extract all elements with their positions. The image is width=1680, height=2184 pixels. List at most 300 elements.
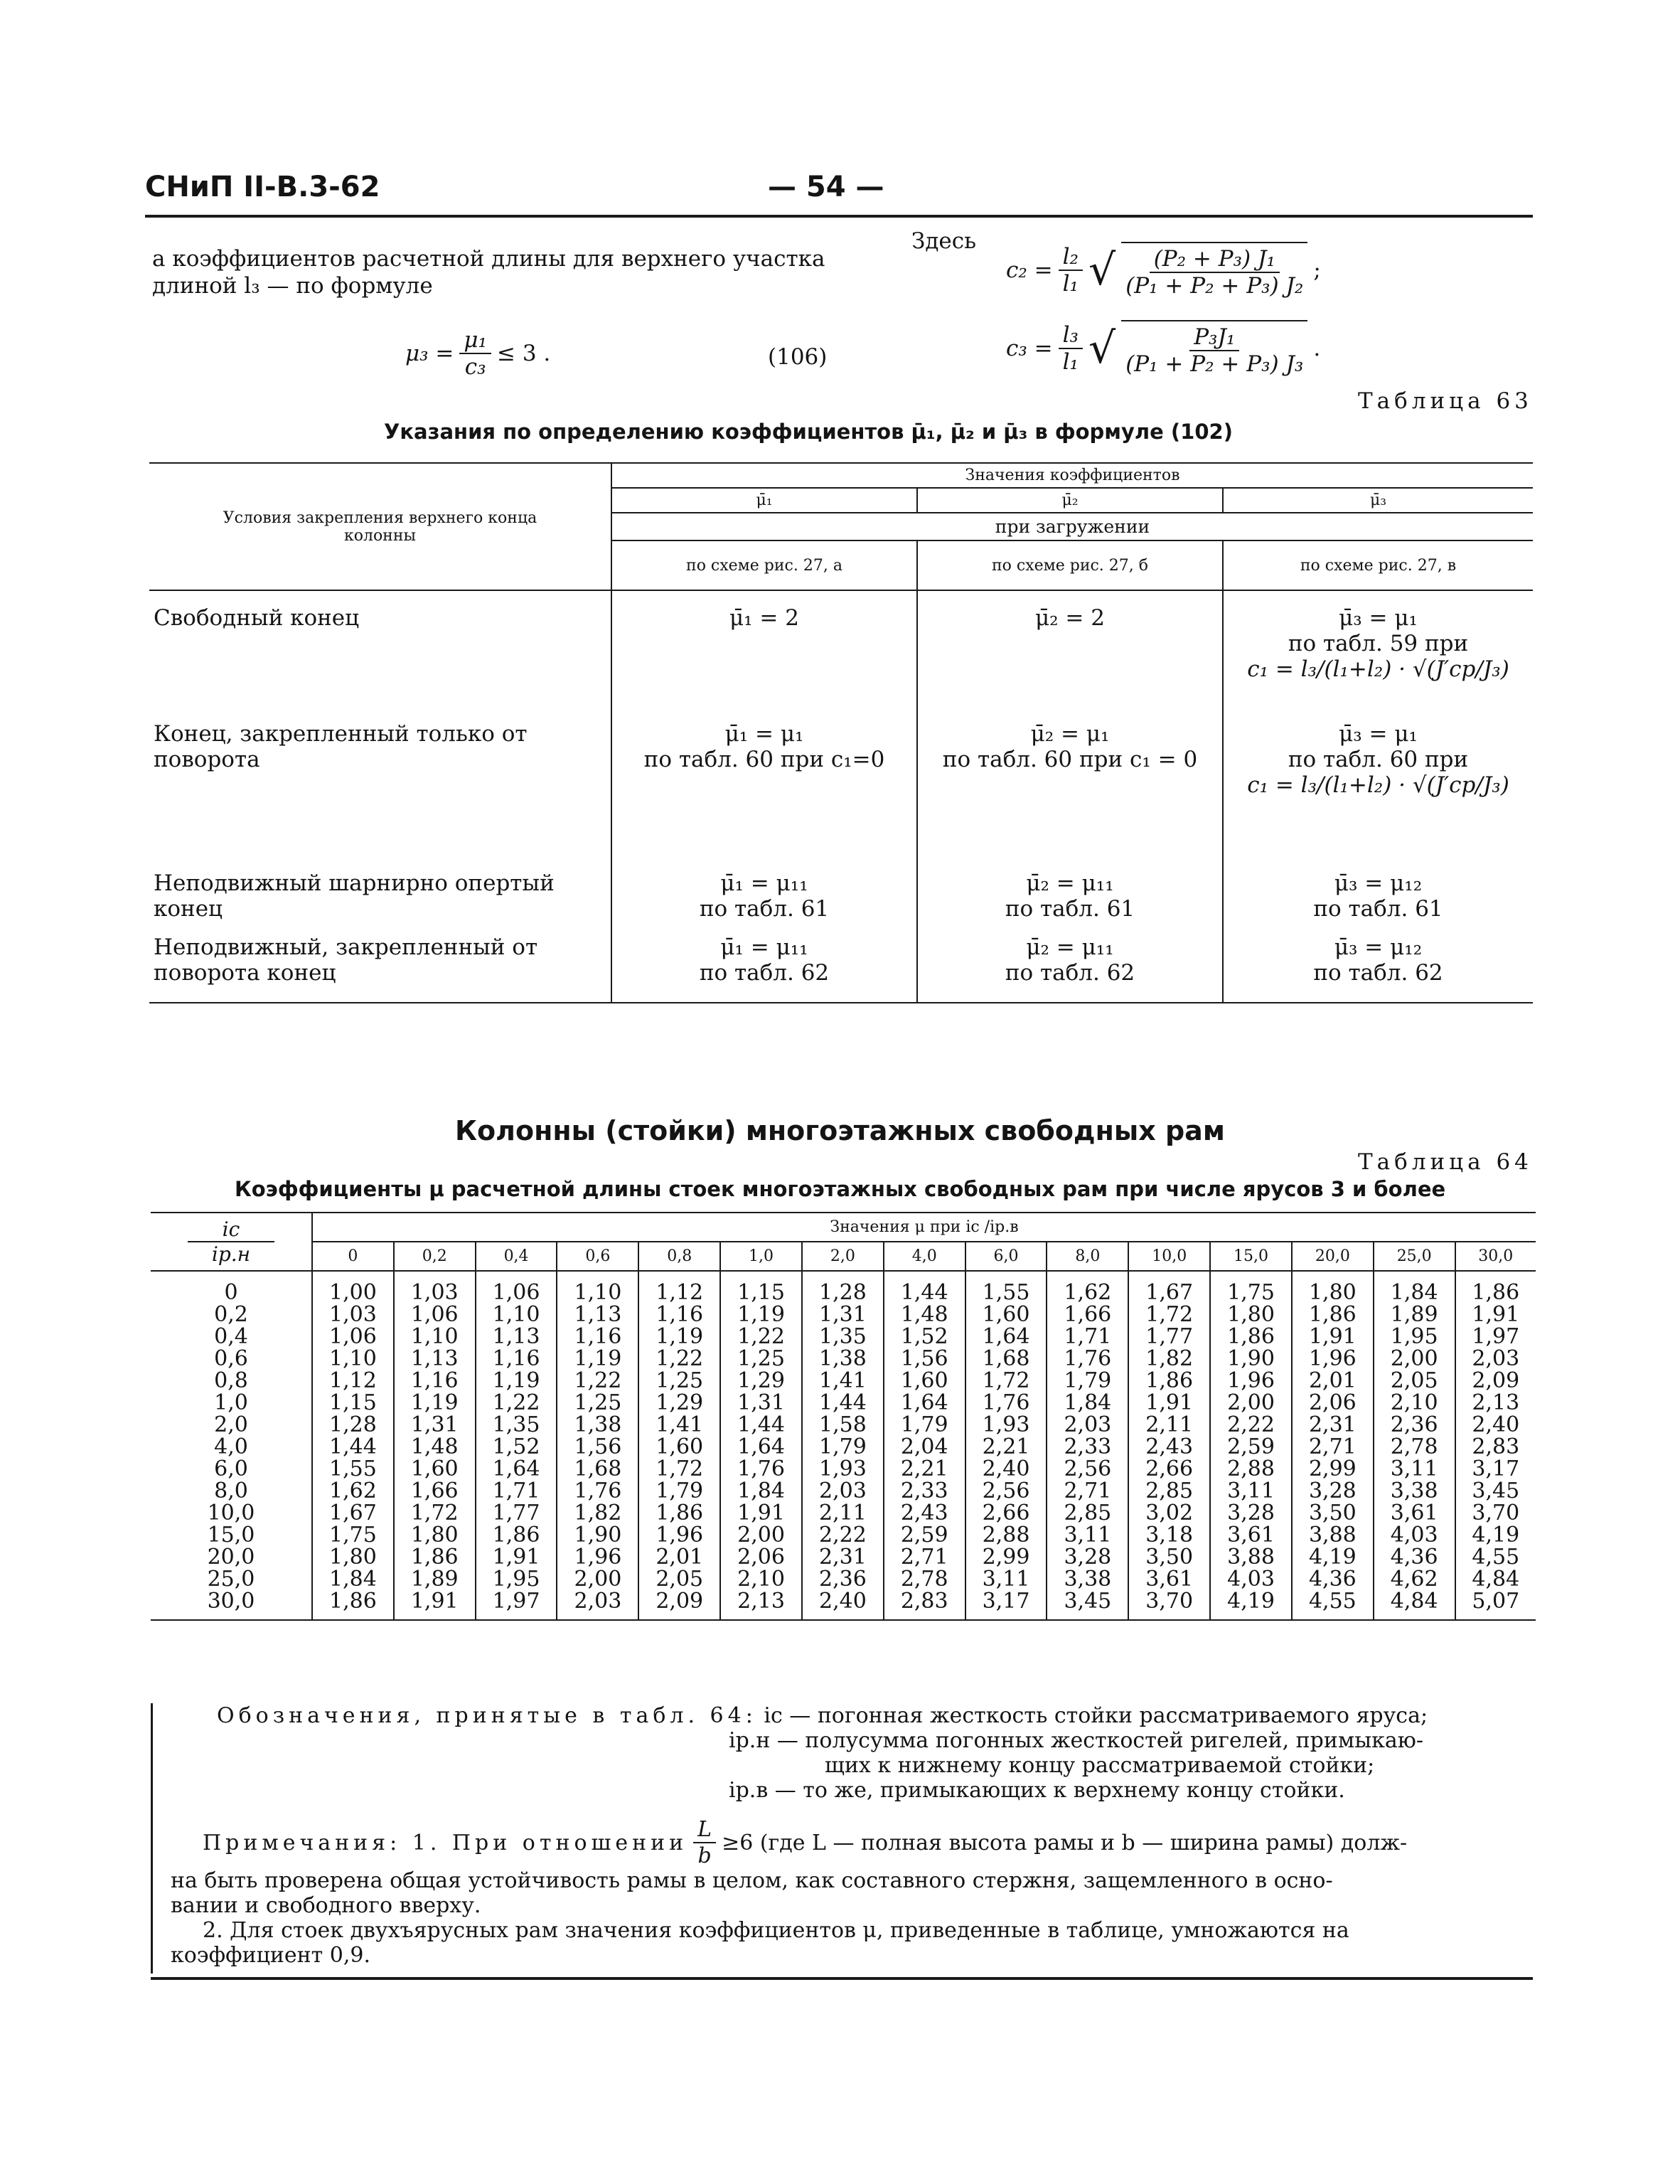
table-cell: 1,93 [965,1414,1047,1436]
table64-corner-header [151,1213,312,1271]
table63-mu1 [611,868,917,932]
table-cell: 1,62 [1047,1271,1128,1304]
table-cell: 1,86 [1128,1370,1210,1392]
notation-irn-2: щих к нижнему концу рассматриваемой стойки; [825,1753,1375,1778]
table64-column-header: 0,2 [394,1242,476,1271]
table-cell: 2,22 [1210,1414,1292,1436]
table63-mu3-header: μ̄₃ [1223,488,1533,513]
table-cell: 1,86 [394,1546,476,1568]
mu2-formula: μ̄₂ = μ₁ [1030,721,1110,747]
table63-mu1-header: μ̄₁ [611,488,917,513]
document-code: СНиП II-В.3-62 [145,171,380,203]
table-cell: 2,01 [1292,1370,1374,1392]
table-cell: 3,45 [1047,1590,1128,1620]
table-cell: 1,16 [394,1370,476,1392]
table-cell: 2,31 [1292,1414,1374,1436]
formula-c2 [1006,242,1321,299]
row-label: 25,0 [151,1568,312,1590]
table-cell: 1,06 [312,1326,394,1348]
table-cell: 1,41 [638,1414,720,1436]
table64-column-headers [151,1242,1536,1271]
row-label: 0 [151,1271,312,1304]
table-cell: 1,72 [638,1458,720,1480]
table-row [151,1348,1536,1370]
c2-frac-num: l₂ [1059,244,1083,271]
notes-line-2: на быть проверена общая устойчивость рамы в целом, как составного стержня, защемленного в осно- [171,1868,1333,1893]
table-cell: 2,43 [1128,1436,1210,1458]
table63-row [149,868,1533,932]
notation-lead: Обозначения, принятые в табл. 64: [217,1703,757,1728]
table-cell: 1,93 [802,1458,884,1480]
formula-number: (106) [768,344,828,370]
table-cell: 1,77 [476,1502,557,1524]
notes-fraction [693,1817,716,1868]
table-cell: 1,10 [394,1326,476,1348]
table-cell: 2,06 [720,1546,802,1568]
table-cell: 1,13 [557,1304,638,1326]
table-cell: 1,22 [638,1348,720,1370]
table63-loading-header: при загружении [611,513,1533,540]
row-label: 0,8 [151,1370,312,1392]
table-cell: 2,99 [965,1546,1047,1568]
table-cell: 2,78 [1374,1436,1455,1458]
table64-column-header: 15,0 [1210,1242,1292,1271]
table63-mu2: μ̄₂ = 2 [917,590,1223,718]
table-cell: 2,71 [884,1546,965,1568]
mu3-formula: μ̄₃ = μ₁ [1339,721,1418,747]
table63-values-header: Значения коэффициентов [611,463,1533,488]
notes [171,1817,1536,1968]
table63-mu3 [1223,868,1533,932]
table-cell: 1,64 [965,1326,1047,1348]
table-cell: 2,33 [884,1480,965,1502]
table63-mu3 [1223,718,1533,868]
table-cell: 3,70 [1128,1590,1210,1620]
table-cell: 2,04 [884,1436,965,1458]
table-cell: 2,11 [802,1502,884,1524]
table-row [151,1502,1536,1524]
c3-root-num: P₃J₁ [1189,324,1239,351]
table-cell: 1,91 [394,1590,476,1620]
table-cell: 2,33 [1047,1436,1128,1458]
table-cell: 1,76 [557,1480,638,1502]
table-cell: 1,48 [884,1304,965,1326]
table-cell: 2,00 [1374,1348,1455,1370]
table-cell: 1,95 [1374,1326,1455,1348]
table-row [151,1304,1536,1326]
table-cell: 1,28 [802,1271,884,1304]
c2-end: ; [1313,257,1321,283]
notation-ic: iс — погонная жесткость стойки рассматриваемого яруса; [764,1703,1428,1728]
table-cell: 4,03 [1210,1568,1292,1590]
table-cell: 1,38 [802,1348,884,1370]
table-row [151,1546,1536,1568]
table-cell: 1,38 [557,1414,638,1436]
table-cell: 1,97 [1455,1326,1536,1348]
notation-line-1 [217,1703,1532,1728]
table-cell: 1,91 [476,1546,557,1568]
table-cell: 1,13 [476,1326,557,1348]
table-cell: 1,03 [394,1271,476,1304]
table-cell: 2,83 [1455,1436,1536,1458]
table-cell: 1,80 [1210,1304,1292,1326]
table-cell: 2,06 [1292,1392,1374,1414]
notes-cont1: ≥6 (где L — полная высота рамы и b — ширина рамы) долж- [722,1830,1408,1855]
table64-column-header: 0,6 [557,1242,638,1271]
table-cell: 1,19 [476,1370,557,1392]
table-cell: 2,09 [1455,1370,1536,1392]
notes-left-rule [151,1703,153,1973]
table63-condition: Конец, закрепленный только от поворота [149,718,611,868]
table-cell: 1,84 [720,1480,802,1502]
mu2-ref: по табл. 62 [1005,960,1135,986]
table-cell: 2,21 [965,1436,1047,1458]
page-number: — 54 — [768,171,884,203]
table-cell: 1,86 [638,1502,720,1524]
table-cell: 1,95 [476,1568,557,1590]
table-cell: 2,00 [720,1524,802,1546]
table-cell: 1,76 [1047,1348,1128,1370]
table-cell: 1,44 [720,1414,802,1436]
table-cell: 2,66 [965,1502,1047,1524]
table-cell: 3,11 [1210,1480,1292,1502]
table-cell: 1,86 [1455,1271,1536,1304]
table-cell: 3,70 [1455,1502,1536,1524]
table-cell: 1,35 [476,1414,557,1436]
notation-irn-1: iр.н — полусумма погонных жесткостей ригелей, примыкаю- [729,1728,1423,1753]
table-row [151,1414,1536,1436]
table-cell: 1,80 [312,1546,394,1568]
mu2-formula: μ̄₂ = μ₁₁ [1026,934,1114,960]
formula-numerator: μ₁ [459,327,491,354]
mu1-formula: μ̄₁ = μ₁ [724,721,804,747]
table-cell: 1,64 [476,1458,557,1480]
table-cell: 2,88 [1210,1458,1292,1480]
table-cell: 1,90 [557,1524,638,1546]
table-cell: 1,31 [720,1392,802,1414]
notes-frac-num: L [693,1817,716,1843]
table-cell: 1,41 [802,1370,884,1392]
table64-values-header: Значения μ при iс /iр.в [312,1213,1536,1242]
c3-fraction [1059,322,1083,375]
table-row [151,1480,1536,1502]
table-cell: 1,91 [1292,1326,1374,1348]
table63-scheme-b: по схеме рис. 27, б [917,540,1223,590]
table-cell: 2,88 [965,1524,1047,1546]
table-cell: 1,25 [720,1348,802,1370]
c2-root-num: (P₂ + P₃) J₁ [1150,246,1280,273]
table-cell: 1,91 [1128,1392,1210,1414]
notes-line-1 [171,1817,1536,1868]
table-cell: 1,06 [476,1271,557,1304]
table-cell: 1,97 [476,1590,557,1620]
table-cell: 1,10 [476,1304,557,1326]
row-label: 8,0 [151,1480,312,1502]
notes-frac-den: b [697,1843,712,1868]
table-cell: 2,00 [1210,1392,1292,1414]
table64-column-header: 4,0 [884,1242,965,1271]
sqrt-symbol: √ [1088,324,1116,373]
table-cell: 2,10 [1374,1392,1455,1414]
table-cell: 2,36 [802,1568,884,1590]
table-cell: 1,19 [638,1326,720,1348]
mu3-ref: по табл. 61 [1313,896,1443,922]
row-label: 15,0 [151,1524,312,1546]
table-cell: 1,68 [557,1458,638,1480]
table-row [151,1436,1536,1458]
table-cell: 3,11 [1047,1524,1128,1546]
table64-column-header: 2,0 [802,1242,884,1271]
table-cell: 2,71 [1047,1480,1128,1502]
table-cell: 2,59 [884,1524,965,1546]
table63-row [149,590,1533,718]
table-cell: 1,29 [638,1392,720,1414]
table-cell: 1,55 [965,1271,1047,1304]
table-cell: 2,31 [802,1546,884,1568]
table-row [151,1392,1536,1414]
table-row [151,1590,1536,1620]
table63-mu2-header: μ̄₂ [917,488,1223,513]
table-cell: 1,19 [394,1392,476,1414]
table-cell: 4,62 [1374,1568,1455,1590]
table63-mu3 [1223,932,1533,1003]
c2-frac-den: l₁ [1062,271,1079,297]
table-cell: 3,28 [1210,1502,1292,1524]
table-cell: 1,10 [557,1271,638,1304]
table-cell: 1,52 [884,1326,965,1348]
table-cell: 1,68 [965,1348,1047,1370]
table-cell: 1,67 [1128,1271,1210,1304]
table-cell: 1,71 [1047,1326,1128,1348]
table-cell: 2,22 [802,1524,884,1546]
table-cell: 1,44 [312,1436,394,1458]
table-cell: 1,89 [1374,1304,1455,1326]
table-cell: 3,11 [1374,1458,1455,1480]
table-cell: 1,76 [965,1392,1047,1414]
section-title: Колонны (стойки) многоэтажных свободных рам [455,1115,1225,1146]
table-cell: 1,80 [394,1524,476,1546]
table-cell: 2,11 [1128,1414,1210,1436]
footer-rule [151,1977,1533,1980]
table-cell: 3,38 [1047,1568,1128,1590]
table-cell: 3,50 [1128,1546,1210,1568]
table-cell: 4,19 [1455,1524,1536,1546]
table-cell: 2,03 [1455,1348,1536,1370]
table-cell: 1,06 [394,1304,476,1326]
row-label: 20,0 [151,1546,312,1568]
table-cell: 1,03 [312,1304,394,1326]
table-cell: 1,19 [557,1348,638,1370]
table64-column-header: 10,0 [1128,1242,1210,1271]
sqrt-symbol: √ [1088,245,1116,295]
table-cell: 1,56 [557,1436,638,1458]
mu3-c1: c₁ = l₃/(l₁+l₂) · √(J′ср/J₃) [1247,656,1509,682]
table-cell: 1,00 [312,1271,394,1304]
table64-column-header: 6,0 [965,1242,1047,1271]
table63-scheme-c: по схеме рис. 27, в [1223,540,1533,590]
mu1-ref: по табл. 62 [699,960,830,986]
c3-lhs: c₃ = [1006,336,1053,361]
corner-bottom: iр.н [211,1242,251,1266]
table-cell: 2,40 [965,1458,1047,1480]
table-cell: 1,84 [312,1568,394,1590]
table64 [151,1212,1536,1621]
table63-condition: Неподвижный шарнирно опертый конец [149,868,611,932]
formula-c3 [1006,320,1320,377]
table-cell: 2,05 [638,1568,720,1590]
formula-106 [405,327,550,380]
table-cell: 1,64 [884,1392,965,1414]
table-cell: 2,10 [720,1568,802,1590]
row-label: 10,0 [151,1502,312,1524]
mu1-formula: μ̄₁ = μ₁₁ [720,934,808,960]
table63-mu2 [917,718,1223,868]
mu3-ref: по табл. 60 при [1288,747,1469,772]
c3-end: . [1313,336,1321,361]
table63-row [149,932,1533,1003]
table-cell: 1,96 [557,1546,638,1568]
mu3-formula: μ̄₃ = μ₁₂ [1334,934,1423,960]
table-cell: 2,03 [557,1590,638,1620]
mu3-c1: c₁ = l₃/(l₁+l₂) · √(J′ср/J₃) [1247,772,1509,798]
table-cell: 3,88 [1210,1546,1292,1568]
table-row [151,1568,1536,1590]
table-cell: 2,56 [1047,1458,1128,1480]
table64-column-header: 1,0 [720,1242,802,1271]
table-cell: 1,31 [394,1414,476,1436]
table-cell: 1,75 [312,1524,394,1546]
table-row [151,1458,1536,1480]
table-cell: 3,45 [1455,1480,1536,1502]
table63-condition-header: Условия закрепления верхнего конца колонны [149,463,611,590]
intro-line-1: а коэффициентов расчетной длины для верхнего участка [152,246,825,272]
table-cell: 1,60 [638,1436,720,1458]
table-cell: 1,84 [1374,1271,1455,1304]
row-label: 2,0 [151,1414,312,1436]
table63-condition: Свободный конец [149,590,611,718]
table-cell: 1,22 [476,1392,557,1414]
table-cell: 1,79 [802,1436,884,1458]
table-cell: 2,59 [1210,1436,1292,1458]
table64-column-header: 20,0 [1292,1242,1374,1271]
table-cell: 2,01 [638,1546,720,1568]
table-cell: 1,62 [312,1480,394,1502]
table-cell: 1,12 [312,1370,394,1392]
table-cell: 2,40 [802,1590,884,1620]
table-cell: 1,67 [312,1502,394,1524]
table-cell: 3,18 [1128,1524,1210,1546]
table-cell: 1,76 [720,1458,802,1480]
table-cell: 1,22 [720,1326,802,1348]
row-label: 1,0 [151,1392,312,1414]
table-cell: 1,75 [1210,1271,1292,1304]
table63-row [149,718,1533,868]
table-cell: 2,21 [884,1458,965,1480]
table-cell: 1,66 [1047,1304,1128,1326]
table63-title: Указания по определению коэффициентов μ̄₁, μ̄₂ и μ̄₃ в формуле (102) [384,420,1233,444]
c3-frac-num: l₃ [1059,322,1083,349]
table-cell: 2,99 [1292,1458,1374,1480]
table-cell: 2,56 [965,1480,1047,1502]
table-cell: 3,11 [965,1568,1047,1590]
notation [217,1703,1532,1803]
table-cell: 1,72 [394,1502,476,1524]
table-cell: 1,90 [1210,1348,1292,1370]
table-cell: 2,05 [1374,1370,1455,1392]
table-cell: 1,16 [476,1348,557,1370]
row-label: 0,6 [151,1348,312,1370]
table-cell: 1,79 [638,1480,720,1502]
table-cell: 1,82 [1128,1348,1210,1370]
table-cell: 1,19 [720,1304,802,1326]
c3-root-den: (P₁ + P₂ + P₃) J₃ [1125,351,1304,377]
table63-mu1: μ̄₁ = 2 [611,590,917,718]
table-cell: 4,36 [1374,1546,1455,1568]
row-label: 30,0 [151,1590,312,1620]
table-cell: 1,86 [476,1524,557,1546]
table64-column-header: 25,0 [1374,1242,1455,1271]
table-cell: 3,61 [1374,1502,1455,1524]
mu2-ref: по табл. 60 при c₁ = 0 [942,747,1198,772]
table63-mu2 [917,932,1223,1003]
table-cell: 4,84 [1455,1568,1536,1590]
table-cell: 3,61 [1128,1568,1210,1590]
notation-irv: iр.в — то же, примыкающих к верхнему концу стойки. [729,1778,1345,1803]
table-cell: 1,10 [312,1348,394,1370]
table63-mu3 [1223,590,1533,718]
table-cell: 3,02 [1128,1502,1210,1524]
row-label: 0,2 [151,1304,312,1326]
table-cell: 1,29 [720,1370,802,1392]
mu3-ref: по табл. 62 [1313,960,1443,986]
table-cell: 1,15 [312,1392,394,1414]
table-cell: 1,31 [802,1304,884,1326]
table-cell: 1,60 [884,1370,965,1392]
table-cell: 1,48 [394,1436,476,1458]
table64-column-header: 0,8 [638,1242,720,1271]
table-cell: 1,13 [394,1348,476,1370]
table-cell: 3,38 [1374,1480,1455,1502]
table-cell: 4,55 [1292,1590,1374,1620]
table-cell: 1,35 [802,1326,884,1348]
table-cell: 4,19 [1210,1590,1292,1620]
row-label: 0,4 [151,1326,312,1348]
table-cell: 2,03 [1047,1414,1128,1436]
table-row [151,1326,1536,1348]
table-cell: 1,44 [884,1271,965,1304]
formula-denominator: c₃ [464,354,486,380]
table63-mu1 [611,932,917,1003]
mu1-formula: μ̄₁ = μ₁₁ [720,870,808,896]
table-cell: 4,36 [1292,1568,1374,1590]
table-row [151,1370,1536,1392]
table-cell: 1,86 [1292,1304,1374,1326]
table64-column-header: 0,4 [476,1242,557,1271]
c3-frac-den: l₁ [1062,349,1079,375]
table-cell: 2,13 [1455,1392,1536,1414]
table-cell: 1,16 [557,1326,638,1348]
table-cell: 4,55 [1455,1546,1536,1568]
c2-root [1121,242,1307,299]
row-label: 6,0 [151,1458,312,1480]
table63-label: Таблица 63 [1358,388,1533,414]
table-cell: 2,85 [1047,1502,1128,1524]
table-cell: 2,13 [720,1590,802,1620]
table-cell: 2,03 [802,1480,884,1502]
table-cell: 1,89 [394,1568,476,1590]
table-cell: 1,82 [557,1502,638,1524]
mu3-formula: μ̄₃ = μ₁₂ [1334,870,1423,896]
